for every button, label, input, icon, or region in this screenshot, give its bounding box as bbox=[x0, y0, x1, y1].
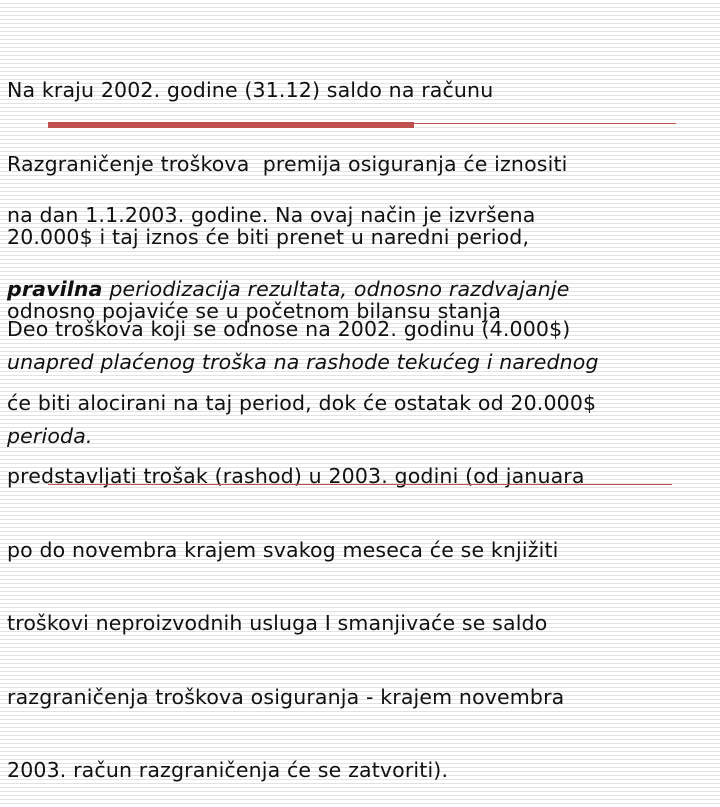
text-line: predstavljati trošak (rashod) u 2003. godini (od januara bbox=[7, 464, 585, 488]
text-line: unapred plaćenog troška na rashode tekućeg i narednog bbox=[7, 350, 599, 374]
text-line: perioda. bbox=[7, 423, 93, 448]
text-line: razgraničenja troškova osiguranja - krajem novembra bbox=[7, 684, 565, 709]
text-line: Na kraju 2002. godine (31.12) saldo na računu bbox=[7, 78, 494, 102]
text-line: 2003. račun razgraničenja će se zatvoriti). bbox=[7, 758, 449, 782]
text-line: će biti alocirani na taj period, dok će ostatak od 20.000$ bbox=[7, 390, 597, 415]
emphasis-word: pravilna bbox=[7, 276, 103, 301]
text-line: po do novembra krajem svakog meseca će se knjižiti bbox=[7, 537, 559, 562]
text-line: 20.000$ i taj iznos će biti prenet u naredni period, bbox=[7, 225, 530, 249]
paragraph-cost-allocation bbox=[7, 268, 713, 807]
text-line: na dan 1.1.2003. godine. Na ovaj način je izvršena bbox=[7, 203, 536, 227]
text-segment: periodizacija rezultata, odnosno razdvajanje bbox=[102, 276, 570, 301]
text-line: Razgraničenje troškova premija osiguranja će iznositi bbox=[7, 151, 568, 176]
footer-divider-line bbox=[48, 484, 672, 485]
text-line: troškovi neproizvodnih usluga I smanjivaće se saldo bbox=[7, 611, 548, 635]
highlight-underline bbox=[48, 122, 414, 128]
text-line: Deo troškova koji se odnose na 2002. godinu (4.000$) bbox=[7, 317, 571, 341]
text-line: odnosno pojaviće se u početnom bilansu stanja bbox=[7, 298, 502, 323]
